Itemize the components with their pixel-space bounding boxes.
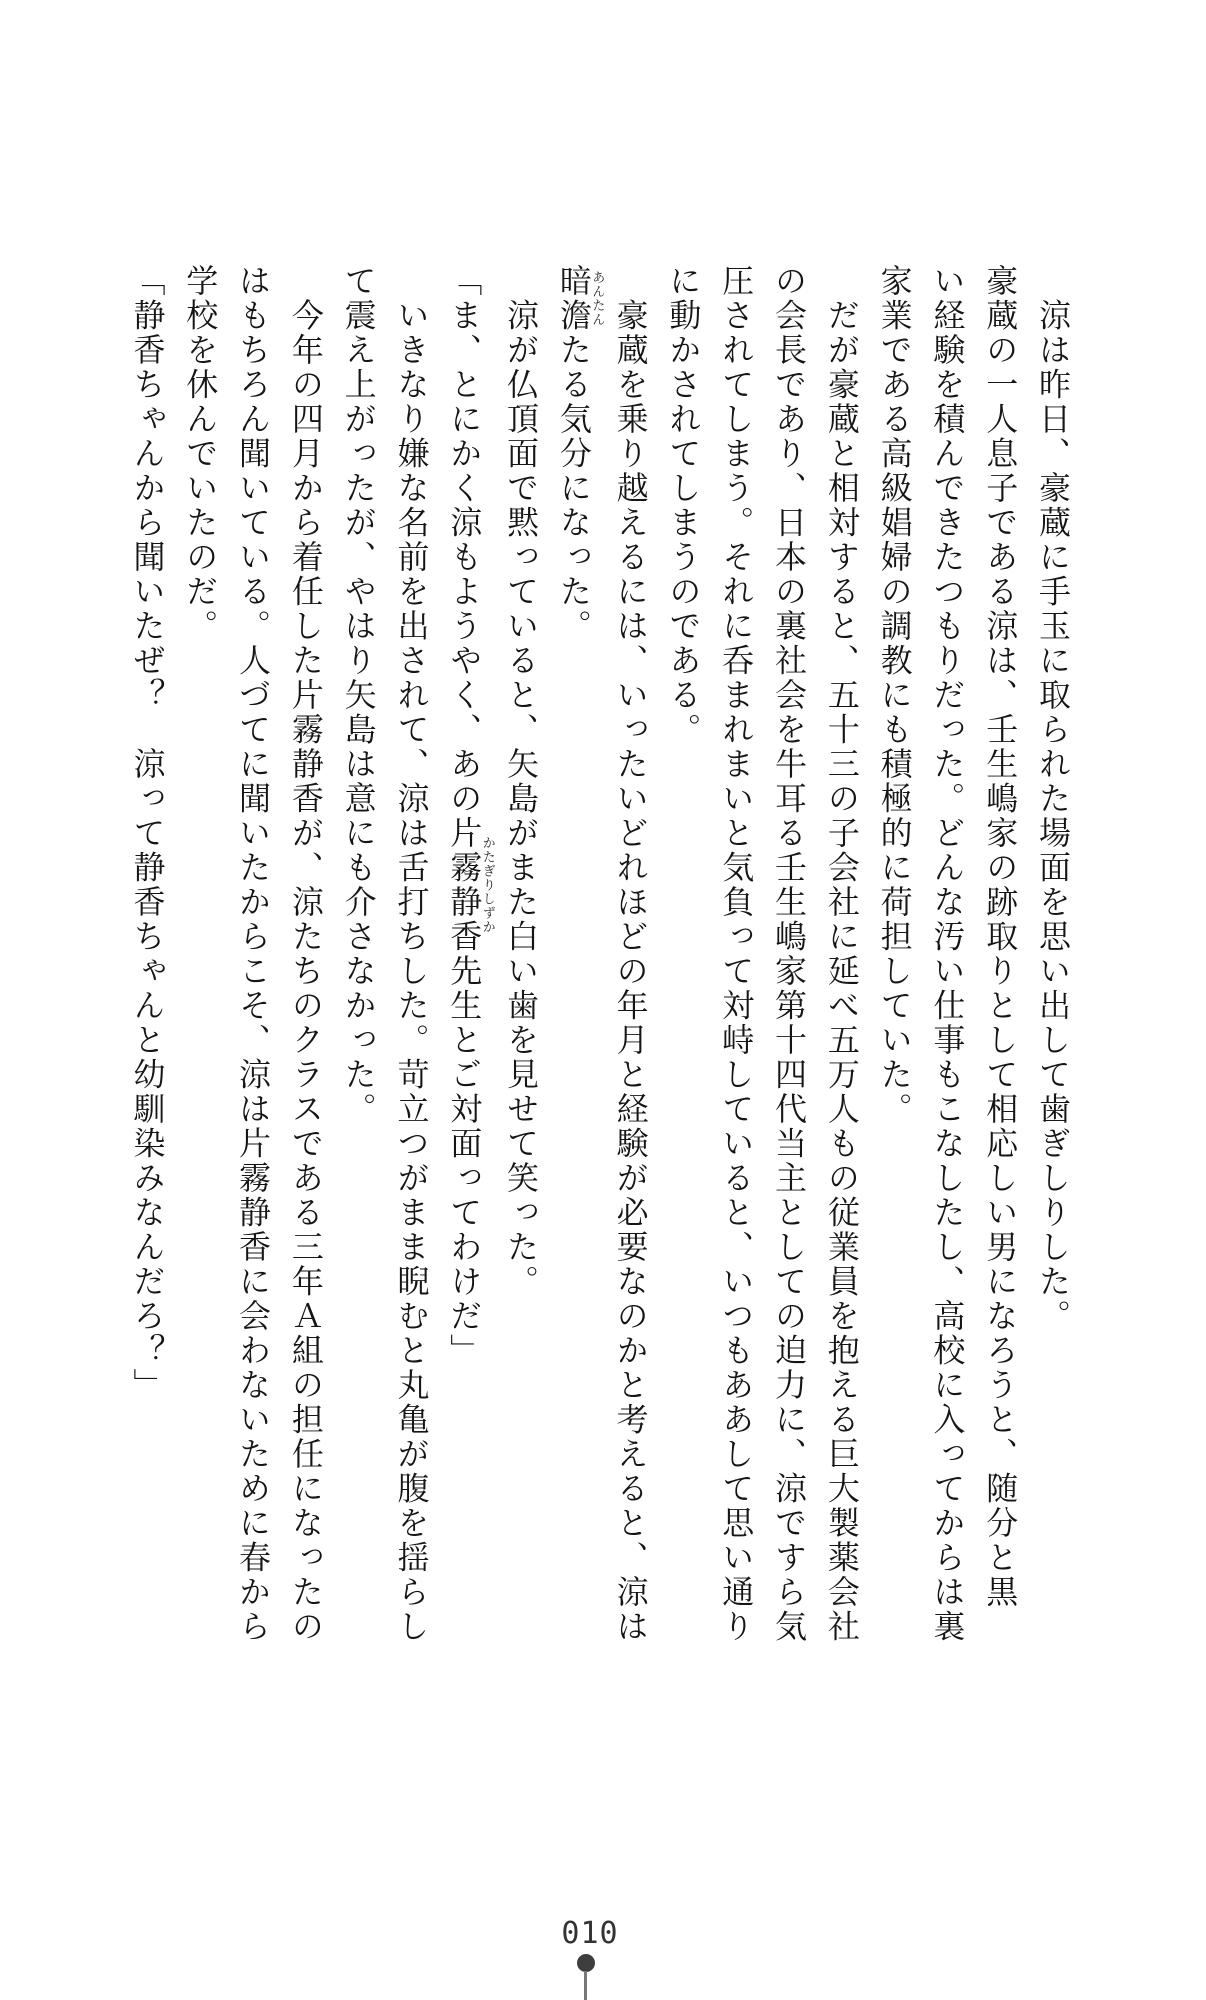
text-column: いきなり嫌な名前を出されて、涼は舌打ちした。苛立つがまま睨むと丸亀が腹を揺らし [392, 264, 431, 1644]
vertical-text-block [128, 264, 1079, 1646]
footer-line-ornament [584, 1971, 587, 2000]
page-number: 010 [561, 1916, 619, 1951]
footer-dot-ornament [577, 1954, 595, 1972]
text-column: 暗澹あんたんたる気分になった。 [554, 264, 605, 644]
text-column: 今年の四月から着任した片霧静香が、涼たちのクラスである三年Ａ組の担任になったの [286, 264, 325, 1644]
text-column: 涼が仏頂面で黙っていると、矢島がまた白い歯を見せて笑った。 [502, 264, 541, 1299]
text-column: 家業である高級娼婦の調教にも積極的に荷担していた。 [875, 264, 914, 1127]
furigana-annotated-text: 暗澹あんたん [554, 264, 605, 333]
text-column: 豪蔵を乗り越えるには、いったいどれほどの年月と経験が必要なのかと考えると、涼は [611, 264, 650, 1644]
text-column: だが豪蔵と相対すると、五十三の子会社に延べ五万人もの従業員を抱える巨大製薬会社 [822, 264, 861, 1644]
text-column: 「静香ちゃんから聞いたぜ？ 涼って静香ちゃんと幼馴染みなんだろ？」 [128, 264, 167, 1403]
text-column: はもちろん聞いている。人づてに聞いたからこそ、涼は片霧静香に会わないために春から [234, 264, 273, 1644]
text-column: 豪蔵の一人息子である涼は、壬生嶋家の跡取りとして相応しい男になろうと、随分と黒 [981, 264, 1020, 1610]
furigana-annotated-text: 片霧静香かたぎりしずか [445, 816, 495, 954]
text-column: 「ま、とにかく涼もようやく、あの片霧静香かたぎりしずか先生とご対面ってわけだ」 [445, 264, 495, 1368]
text-column: 圧されてしまう。それに呑まれまいと気負って対峙していると、いつもああして思い通り [717, 264, 756, 1644]
text-column: て震え上がったが、やはり矢島は意にも介さなかった。 [339, 264, 378, 1127]
text-column: に動かされてしまうのである。 [664, 264, 703, 747]
text-column: 学校を休んでいたのだ。 [181, 264, 220, 644]
text-column: 涼は昨日、豪蔵に手玉に取られた場面を思い出して歯ぎしりした。 [1034, 264, 1072, 1334]
text-column: い経験を積んできたつもりだった。どんな汚い仕事もこなしたし、高校に入ってからは裏 [928, 264, 967, 1644]
text-column: の会長であり、日本の裏社会を牛耳る壬生嶋家第十四代当主としての迫力に、涼ですら気 [770, 264, 809, 1644]
